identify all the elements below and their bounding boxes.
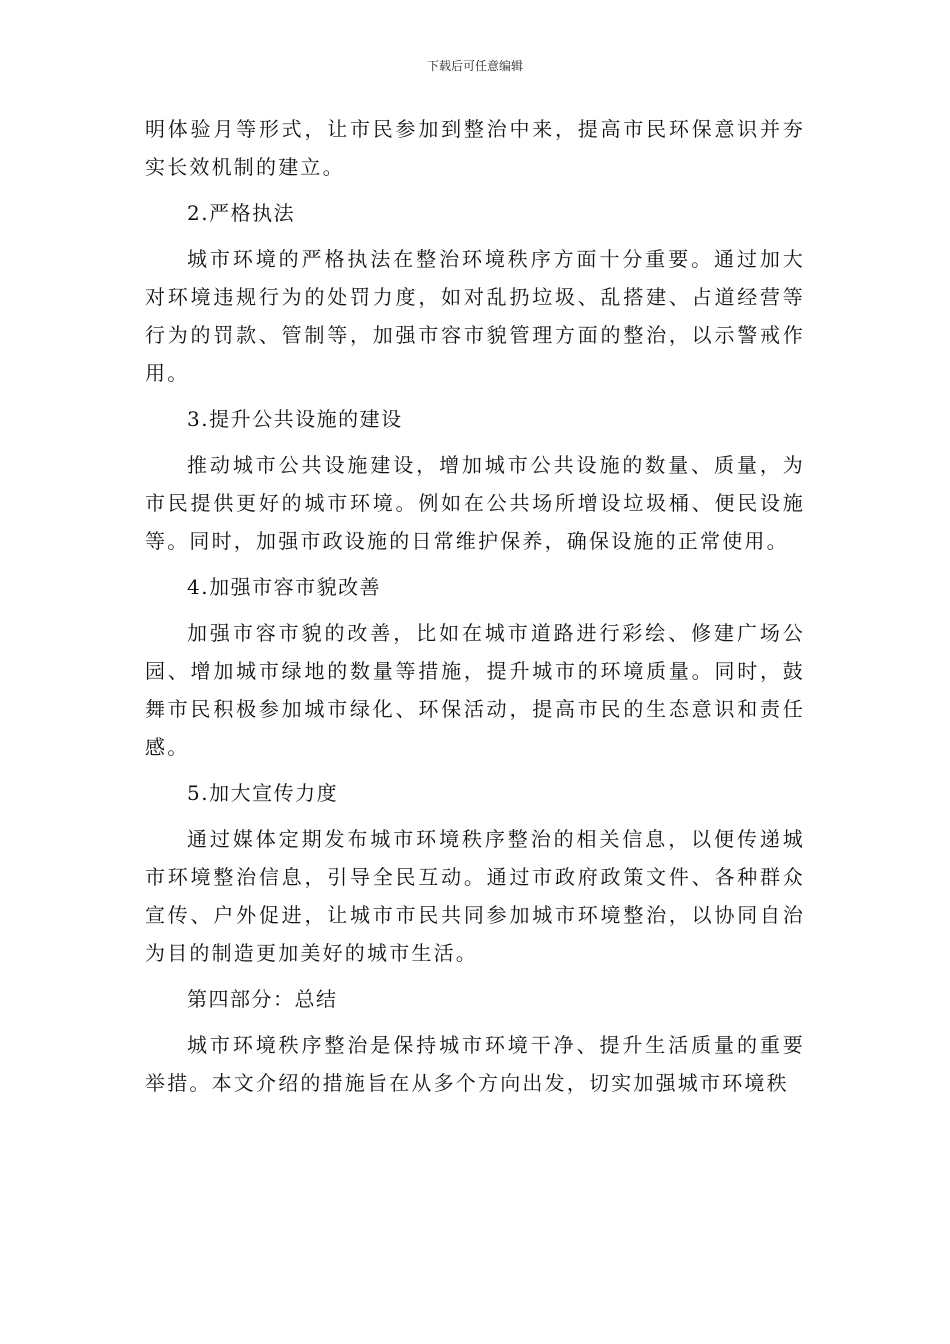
document-body xyxy=(145,110,805,1110)
section-heading-4: 4.加强市容市貌改善 xyxy=(187,575,382,599)
paragraph-public-facilities: 推动城市公共设施建设，增加城市公共设施的数量、质量，为市民提供更好的城市环境。例如在公共场所增设垃圾桶、便民设施等。同时，加强市政设施的日常维护保养，确保设施的正常使用。 xyxy=(145,453,805,553)
paragraph-publicity: 通过媒体定期发布城市环境秩序整治的相关信息，以便传递城市环境整治信息，引导全民互动。通过市政府政策文件、各种群众宣传、户外促进，让城市市民共同参加城市环境整治，以协同自治为目的制造更加美好的城市生活。 xyxy=(145,827,805,965)
page-header-note: 下载后可任意编辑 xyxy=(426,59,523,73)
paragraph-strict-enforcement: 城市环境的严格执法在整治环境秩序方面十分重要。通过加大对环境违规行为的处罚力度，如对乱扔垃圾、乱搭建、占道经营等行为的罚款、管制等，加强市容市貌管理方面的整治，以示警戒作用。 xyxy=(145,247,805,385)
paragraph-city-appearance: 加强市容市貌的改善，比如在城市道路进行彩绘、修建广场公园、增加城市绿地的数量等措施，提升城市的环境质量。同时，鼓舞市民积极参加城市绿化、环保活动，提高市民的生态意识和责任感。 xyxy=(145,621,805,759)
section-heading-summary: 第四部分：总结 xyxy=(187,987,338,1011)
section-heading-3: 3.提升公共设施的建设 xyxy=(187,407,403,431)
paragraph-summary: 城市环境秩序整治是保持城市环境干净、提升生活质量的重要举措。本文介绍的措施旨在从多个方向出发，切实加强城市环境秩 xyxy=(145,1033,805,1095)
paragraph-continued: 明体验月等形式，让市民参加到整治中来，提高市民环保意识并夯实长效机制的建立。 xyxy=(145,117,805,179)
section-heading-5: 5.加大宣传力度 xyxy=(187,781,339,805)
section-heading-2: 2.严格执法 xyxy=(187,201,296,225)
